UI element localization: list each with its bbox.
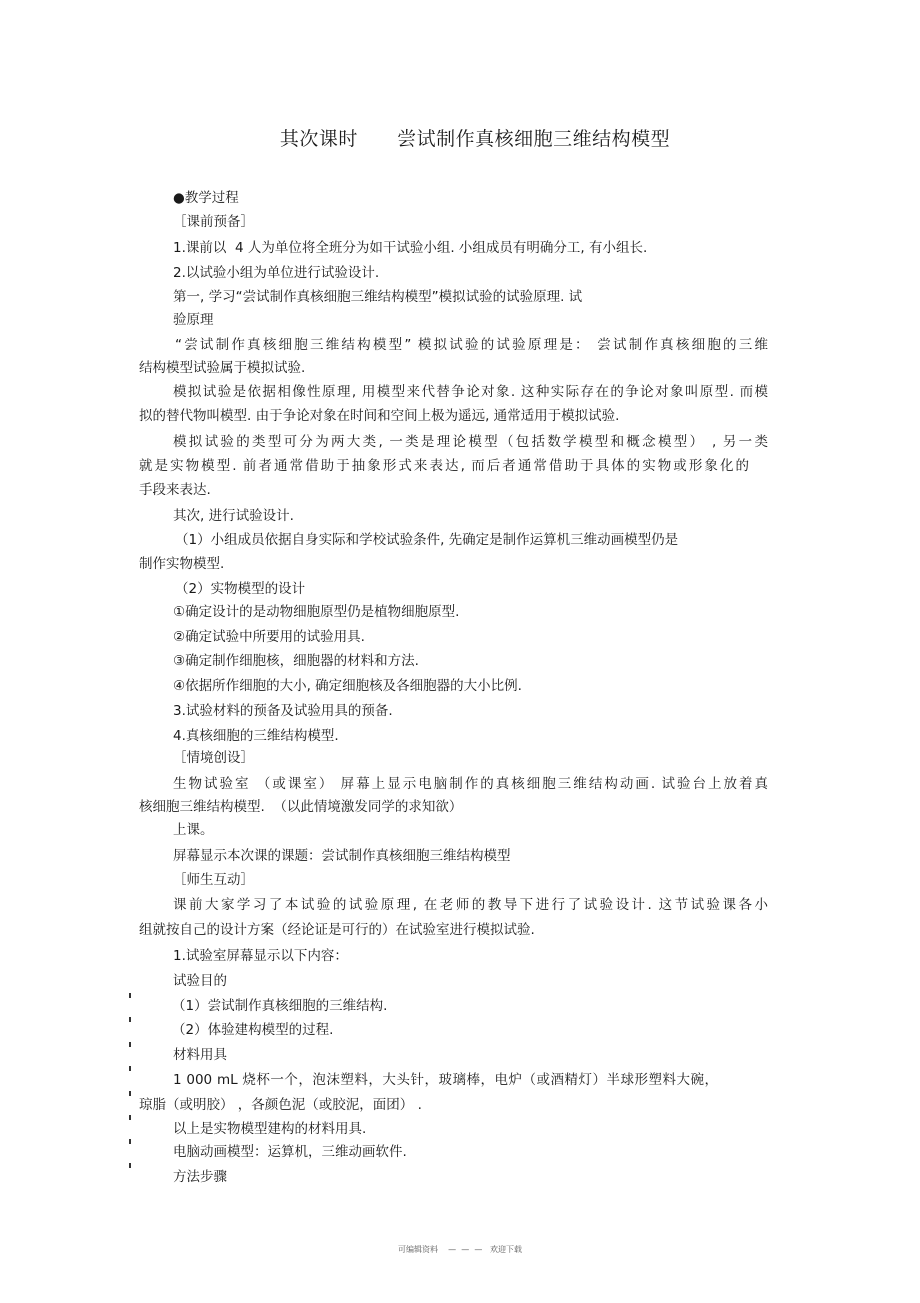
margin-mark — [129, 1115, 131, 1120]
text-line: 屏幕显示本次课的课题：尝试制作真核细胞三维结构模型 — [173, 848, 511, 864]
text-line: 验原理 — [173, 312, 214, 328]
text-line: 其次, 进行试验设计. — [173, 508, 294, 524]
text-line: 1.课前以 4 人为单位将全班分为如干试验小组. 小组成员有明确分工, 有小组长. — [173, 240, 648, 256]
margin-mark — [129, 1163, 131, 1168]
text-line: 材料用具 — [173, 1047, 227, 1063]
text-line: 4.真核细胞的三维结构模型. — [173, 728, 339, 744]
margin-mark — [129, 1066, 131, 1071]
text-line: 模拟试验的类型可分为两大类, 一类是理论模型（包括数学模型和概念模型） , 另一类 — [173, 434, 768, 450]
text-line: 2.以试验小组为单位进行试验设计. — [173, 265, 380, 281]
margin-mark — [129, 1139, 131, 1144]
text-line: 手段来表达. — [139, 482, 211, 498]
text-line: 电脑动画模型：运算机，三维动画软件. — [173, 1144, 407, 1160]
text-line: 试验目的 — [173, 973, 227, 989]
text-line: 上课。 — [173, 822, 214, 838]
text-line: ●教学过程 — [173, 190, 239, 206]
text-line: （1）小组成员依据自身实际和学校试验条件, 先确定是制作运算机三维动画模型仍是 — [175, 532, 679, 548]
page-footer: 可编辑资料 — — — 欢迎下载 — [398, 1245, 522, 1254]
text-line: 核细胞三维结构模型. （以此情境激发同学的求知欲） — [139, 799, 463, 815]
text-line: 方法步骤 — [173, 1169, 227, 1185]
text-line: 3.试验材料的预备及试验用具的预备. — [173, 703, 393, 719]
text-line: （1）尝试制作真核细胞的三维结构. — [172, 998, 388, 1014]
text-line: （2）体验建构模型的过程. — [172, 1022, 334, 1038]
text-line: 课前大家学习了本试验的试验原理, 在老师的教导下进行了试验设计. 这节试验课各小 — [173, 897, 768, 913]
margin-mark — [129, 1091, 131, 1096]
text-line: ③确定制作细胞核，细胞器的材料和方法. — [173, 653, 419, 669]
text-line: ①确定设计的是动物细胞原型仍是植物细胞原型. — [173, 604, 460, 620]
section-heading: ［师生互动］ — [173, 872, 254, 888]
text-line: 拟的替代物叫模型. 由于争论对象在时间和空间上极为遥远, 通常适用于模拟试验. — [139, 408, 620, 424]
document-title: 其次课时 尝试制作真核细胞三维结构模型 — [279, 128, 671, 150]
text-line: 生物试验室 （或课室） 屏幕上显示电脑制作的真核细胞三维结构动画. 试验台上放着真 — [173, 776, 768, 792]
text-line: 制作实物模型. — [139, 556, 225, 572]
text-line: 就是实物模型. 前者通常借助于抽象形式来表达, 而后者通常借助于具体的实物或形象化的 — [139, 458, 749, 474]
text-line: 结构模型试验属于模拟试验. — [139, 360, 306, 376]
text-line: 组就按自己的设计方案（经论证是可行的）在试验室进行模拟试验. — [139, 922, 535, 938]
text-line: “尝试制作真核细胞三维结构模型” 模拟试验的试验原理是： 尝试制作真核细胞的三维 — [175, 337, 768, 353]
text-line: 1 000 mL 烧杯一个，泡沫塑料，大头针，玻璃棒，电炉（或酒精灯）半球形塑料大碗， — [173, 1072, 718, 1088]
margin-mark — [129, 1017, 131, 1022]
text-line: 1.试验室屏幕显示以下内容： — [173, 948, 348, 964]
section-heading: ［情境创设］ — [173, 750, 254, 766]
text-line: 琼脂（或明胶） ，各颜色泥（或胶泥，面团） . — [139, 1097, 422, 1113]
text-line: 第一, 学习“尝试制作真核细胞三维结构模型”模拟试验的试验原理. 试 — [173, 289, 583, 305]
text-line: ②确定试验中所要用的试验用具. — [173, 629, 365, 645]
text-line: 以上是实物模型建构的材料用具. — [173, 1121, 367, 1137]
text-line: 模拟试验是依据相像性原理, 用模型来代替争论对象. 这种实际存在的争论对象叫原型. 而模 — [173, 384, 768, 400]
margin-mark — [129, 1042, 131, 1047]
text-line: ④依据所作细胞的大小, 确定细胞核及各细胞器的大小比例. — [173, 678, 522, 694]
margin-mark — [129, 993, 131, 998]
section-heading: ［课前预备］ — [173, 214, 254, 230]
text-line: （2）实物模型的设计 — [175, 581, 306, 597]
